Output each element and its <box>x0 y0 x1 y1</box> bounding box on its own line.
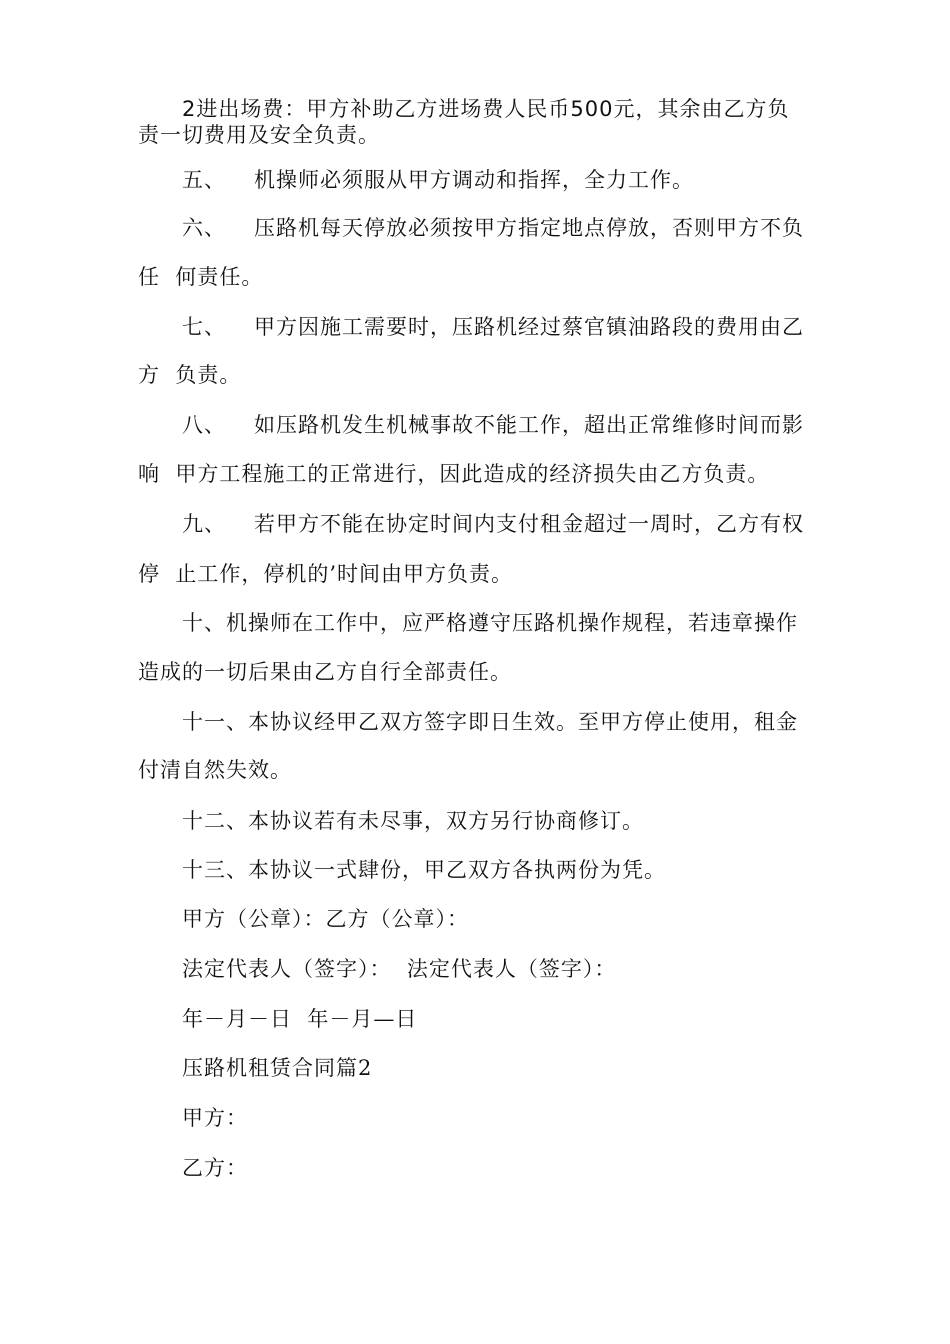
clause-8-continuation: 响 甲方工程施工的正常进行，因此造成的经济损失由乙方负责。 <box>138 462 770 486</box>
clause-6-continuation: 任 何责任。 <box>138 265 264 289</box>
party-b-label: 乙方： <box>182 1156 248 1180</box>
clause-7-number: 七、 <box>182 315 226 339</box>
date-line: 年－月－日 年－月—日 <box>182 1007 418 1031</box>
clause-7-continuation: 方 负责。 <box>138 363 242 387</box>
clause-6-text: 压路机每天停放必须按甲方指定地点停放，否则甲方不负 <box>254 216 804 240</box>
clause-10-line-1: 十、机操师在工作中，应严格遵守压路机操作规程，若违章操作 <box>182 611 798 635</box>
clause-11-line-2: 付清自然失效。 <box>138 758 292 782</box>
contract-title-2: 压路机租赁合同篇2 <box>182 1056 373 1080</box>
representative-line: 法定代表人（签字）： 法定代表人（签字）： <box>182 957 617 981</box>
seal-line: 甲方（公章）：乙方（公章）： <box>182 907 469 931</box>
clause-12: 十二、本协议若有未尽事，双方另行协商修订。 <box>182 809 644 833</box>
clause-5-text: 机操师必须服从甲方调动和指挥，全力工作。 <box>254 168 694 192</box>
clause-9-continuation: 停 止工作，停机的’时间由甲方负责。 <box>138 562 514 586</box>
clause-5-number: 五、 <box>182 168 226 192</box>
clause-2-line-2: 责一切费用及安全负责。 <box>138 123 380 147</box>
clause-8-number: 八、 <box>182 413 226 437</box>
party-a-label: 甲方： <box>182 1106 248 1130</box>
clause-7-text: 甲方因施工需要时，压路机经过蔡官镇油路段的费用由乙 <box>254 315 804 339</box>
clause-8-text: 如压路机发生机械事故不能工作，超出正常维修时间而影 <box>254 413 804 437</box>
clause-2-line-1: 2进出场费：甲方补助乙方进场费人民币500元，其余由乙方负 <box>182 97 790 121</box>
clause-11-line-1: 十一、本协议经甲乙双方签字即日生效。至甲方停止使用，租金 <box>182 710 798 734</box>
clause-9-text: 若甲方不能在协定时间内支付租金超过一周时，乙方有权 <box>254 512 804 536</box>
clause-9-number: 九、 <box>182 512 226 536</box>
clause-6-number: 六、 <box>182 216 226 240</box>
clause-10-line-2: 造成的一切后果由乙方自行全部责任。 <box>138 660 512 684</box>
clause-13: 十三、本协议一式肆份，甲乙双方各执两份为凭。 <box>182 858 666 882</box>
